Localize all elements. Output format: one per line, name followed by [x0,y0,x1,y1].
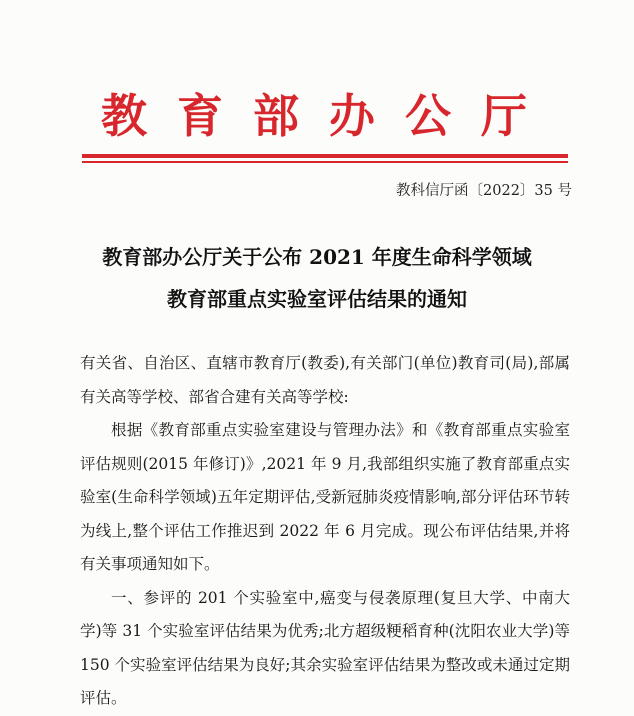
body-paragraph-2: 一、参评的 201 个实验室中,癌变与侵袭原理(复旦大学、中南大学)等 31 个实验室评估结果为优秀;北方超级粳稻育种(沈阳农业大学)等 150 个实验室评估结果为良好;其余实验室评估结果为整改或未通过定期评估。 [80,588,570,707]
header-red-rule-thick [82,154,568,158]
body-paragraph-1: 根据《教育部重点实验室建设与管理办法》和《教育部重点实验室评估规则(2015 年修订)》,2021 年 9 月,我部组织实施了教育部重点实验室(生命科学领域)五年定期评估,受新冠肺炎疫情影响,部分评估环节转为线上,整个评估工作推迟到 2022 年 6 月完成。现公布评估结果,并将有关事项通知如下。 [80,421,570,573]
document-title-line-2: 教育部重点实验室评估结果的通知 [167,287,467,311]
document-body [80,347,570,716]
header-red-rule-thin [82,161,568,163]
document-number: 教科信厅函〔2022〕35 号 [396,183,572,199]
issuer-header: 教育部办公厅 [101,89,557,143]
document-title-line-1: 教育部办公厅关于公布 2021 年度生命科学领域 [102,245,532,269]
addressee-paragraph: 有关省、自治区、直辖市教育厅(教委),有关部门(单位)教育司(局),部属有关高等学校、部省合建有关高等学校: [80,354,570,406]
